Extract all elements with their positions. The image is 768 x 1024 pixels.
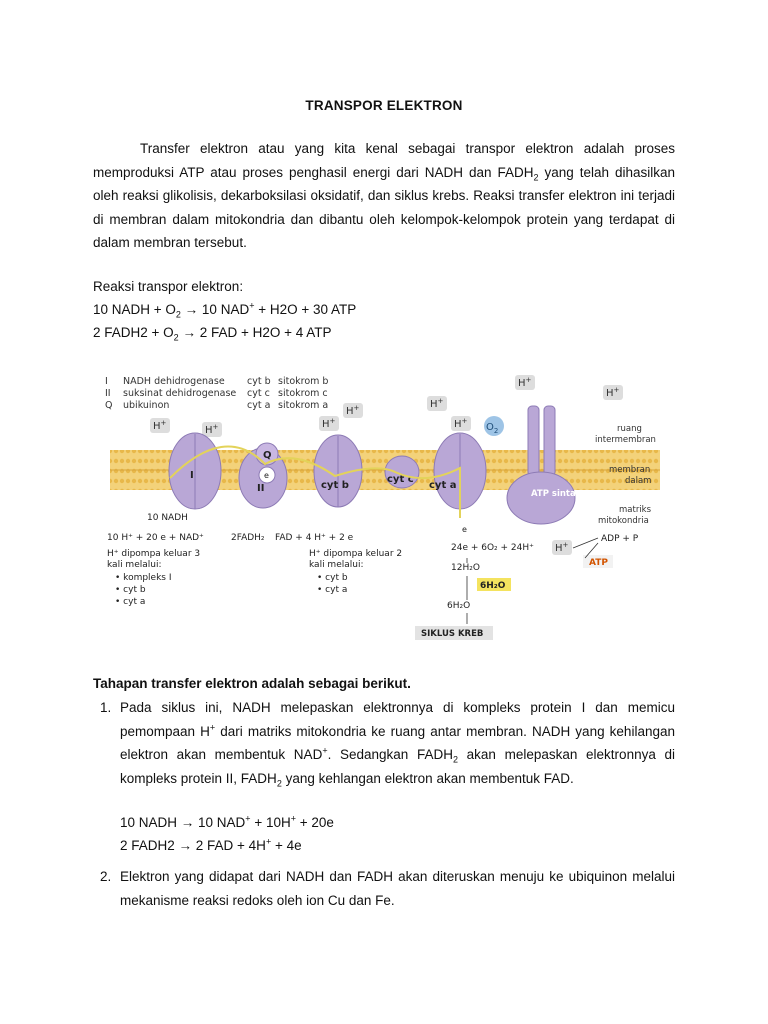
svg-text:intermembran: intermembran bbox=[595, 435, 656, 445]
svg-text:H⁺ dipompa keluar 2: H⁺ dipompa keluar 2 bbox=[309, 549, 403, 559]
svg-text:ATP: ATP bbox=[589, 558, 609, 568]
svg-text:• cyt a: • cyt a bbox=[115, 597, 146, 607]
svg-text:kali melalui:: kali melalui: bbox=[309, 560, 364, 570]
intro-text-2: yang telah dihasilkan oleh reaksi glikolisis, dekarboksilasi oksidatif, dan siklus krebs. Reaksi transfer elektron ini terjadi di membran dalam mitokondria dan dibantu oleh kelompok-kelompok protein yang terdapat di dalam membran tersebut. bbox=[93, 164, 675, 250]
intro-sub: 2 bbox=[533, 172, 539, 183]
svg-text:cyt a: cyt a bbox=[247, 400, 271, 411]
intro-text-1: Transfer elektron atau yang kita kenal sebagai transpor elektron adalah proses memproduksi ATP atau proses penghasil energi dari NADH dan FADH bbox=[93, 141, 675, 180]
svg-text:kali melalui:: kali melalui: bbox=[107, 560, 162, 570]
svg-text:6H₂O: 6H₂O bbox=[480, 581, 506, 591]
intro-paragraph bbox=[93, 137, 675, 255]
page-title: TRANSPOR ELEKTRON bbox=[305, 98, 463, 113]
svg-text:6H₂O: 6H₂O bbox=[447, 601, 471, 611]
svg-text:II: II bbox=[105, 388, 111, 399]
svg-text:ubikuinon: ubikuinon bbox=[123, 400, 170, 411]
svg-text:ADP + P: ADP + P bbox=[601, 534, 639, 544]
svg-text:2FADH₂: 2FADH₂ bbox=[231, 533, 265, 543]
svg-text:e: e bbox=[264, 471, 269, 480]
diagram-legend bbox=[105, 376, 328, 411]
svg-text:cyt b: cyt b bbox=[321, 480, 349, 491]
svg-text:H+: H+ bbox=[430, 397, 444, 410]
svg-text:• kompleks I: • kompleks I bbox=[115, 573, 172, 583]
svg-text:mitokondria: mitokondria bbox=[598, 516, 649, 526]
svg-text:NADH dehidrogenase: NADH dehidrogenase bbox=[123, 376, 225, 387]
svg-text:Q: Q bbox=[105, 400, 113, 411]
svg-text:10 NADH: 10 NADH bbox=[147, 513, 188, 523]
svg-text:cyt a: cyt a bbox=[429, 480, 457, 491]
svg-text:cyt c: cyt c bbox=[387, 474, 414, 485]
svg-text:membran: membran bbox=[609, 465, 651, 475]
svg-text:H+: H+ bbox=[555, 541, 569, 554]
svg-text:dalam: dalam bbox=[625, 476, 652, 486]
svg-text:e: e bbox=[462, 525, 467, 534]
svg-text:O2: $O_2$ bbox=[486, 422, 499, 435]
svg-text:I: I bbox=[105, 376, 108, 387]
svg-text:• cyt b: • cyt b bbox=[115, 585, 146, 595]
svg-text:24e + 6O₂ + 24H⁺: 24e + 6O₂ + 24H⁺ bbox=[451, 543, 534, 553]
step-1-eq-2: 2 FADH2 → 2 FAD + 4H+ + 4e bbox=[120, 836, 302, 853]
svg-text:• cyt b: • cyt b bbox=[317, 573, 348, 583]
electron-transport-diagram bbox=[95, 368, 675, 643]
svg-text:H+: H+ bbox=[205, 423, 219, 436]
step-1-eq-1: 10 NADH → 10 NAD+ + 10H+ + 20e bbox=[120, 813, 334, 830]
reaction-heading: Reaksi transpor elektron: bbox=[93, 279, 244, 294]
svg-text:ruang: ruang bbox=[617, 424, 642, 434]
svg-text:suksinat dehidrogenase: suksinat dehidrogenase bbox=[123, 388, 237, 399]
svg-text:sitokrom c: sitokrom c bbox=[278, 388, 328, 399]
step-2-number: 2. bbox=[100, 869, 112, 884]
svg-text:SIKLUS KREB: SIKLUS KREB bbox=[421, 629, 484, 639]
step-2-text: Elektron yang didapat dari NADH dan FADH akan diteruskan menuju ke ubiquinon melalui mekanisme reaksi redoks oleh ion Cu dan Fe. bbox=[120, 869, 675, 908]
svg-text:ATP sintase: ATP sintase bbox=[531, 489, 587, 499]
svg-text:H+: H+ bbox=[153, 419, 167, 432]
svg-text:H+: H+ bbox=[454, 417, 468, 430]
svg-text:H+: H+ bbox=[322, 417, 336, 430]
svg-text:I: I bbox=[190, 470, 194, 481]
svg-text:H+: H+ bbox=[346, 404, 360, 417]
svg-text:10 H⁺ + 20 e + NAD⁺: 10 H⁺ + 20 e + NAD⁺ bbox=[107, 533, 204, 543]
reaction-eq-1: 10 NADH + $O_2 \to 10$ NAD+ + H2O + 30 ATP bbox=[93, 300, 357, 320]
steps-heading: Tahapan transfer elektron adalah sebagai berikut. bbox=[93, 676, 411, 691]
svg-text:H+: H+ bbox=[518, 376, 532, 389]
svg-text:• cyt a: • cyt a bbox=[317, 585, 348, 595]
step-1-number: 1. bbox=[100, 700, 112, 715]
svg-text:cyt b: cyt b bbox=[247, 376, 271, 387]
svg-text:H+: H+ bbox=[606, 386, 620, 399]
step-1-text: Pada siklus ini, NADH melepaskan elektronnya di kompleks protein I dan memicu pemompaan H+ dari matriks mitokondria ke ruang antar membran. NADH yang kehilangan elektron akan membentuk NAD+. Sedangkan $FADH_2$ akan melepaskan elektronnya di kompleks protein II, $FADH_2$ yang kehlangan elektron akan membentuk FAD. bbox=[120, 700, 676, 789]
svg-text:H⁺ dipompa keluar 3: H⁺ dipompa keluar 3 bbox=[107, 549, 201, 559]
svg-text:matriks: matriks bbox=[619, 505, 652, 515]
svg-text:sitokrom a: sitokrom a bbox=[278, 400, 329, 411]
svg-text:sitokrom b: sitokrom b bbox=[278, 376, 329, 387]
svg-text:Q: Q bbox=[263, 450, 272, 461]
svg-text:FAD + 4 H⁺ + 2 e: FAD + 4 H⁺ + 2 e bbox=[275, 533, 354, 543]
svg-text:cyt c: cyt c bbox=[247, 388, 270, 399]
reaction-eq-2: 2 FADH2 + $O_2 \to 2$ FAD + H2O + 4 ATP bbox=[93, 325, 332, 343]
svg-text:II: II bbox=[257, 483, 265, 494]
svg-text:12H₂O: 12H₂O bbox=[451, 563, 480, 573]
